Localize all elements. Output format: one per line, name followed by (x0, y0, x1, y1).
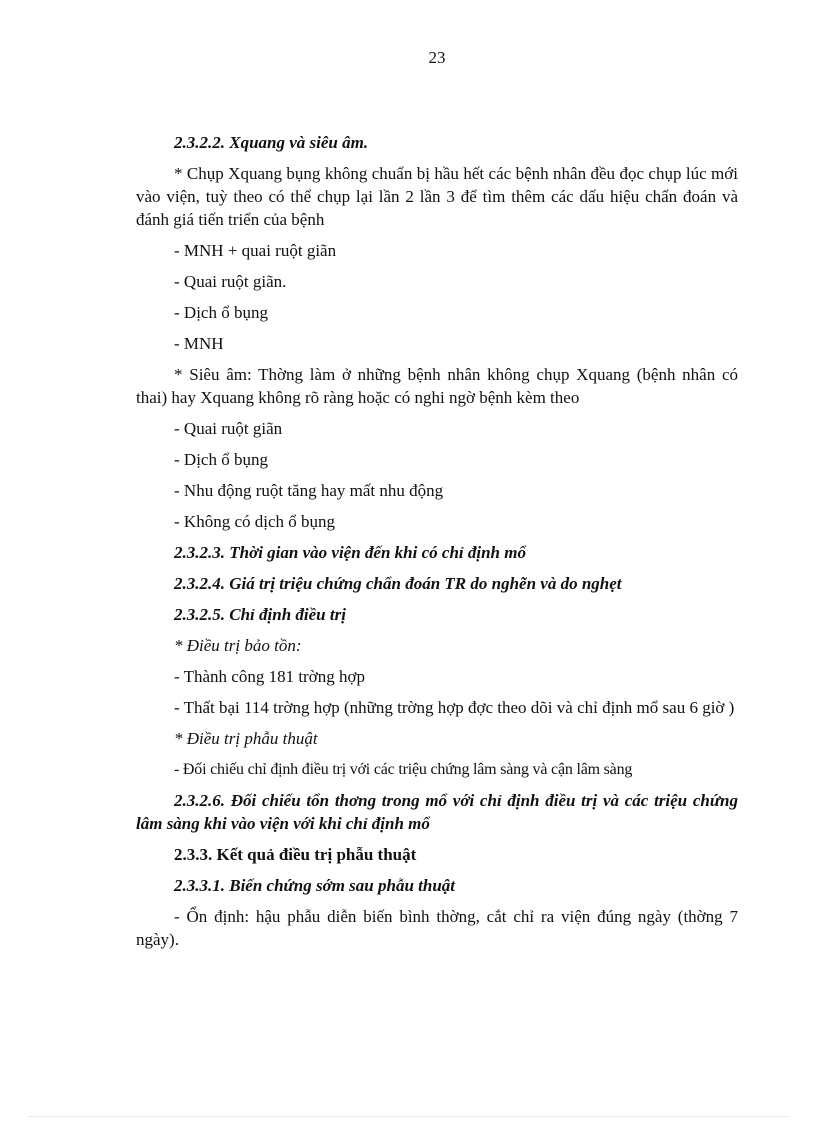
list-item: - Dịch ổ bụng (174, 450, 268, 469)
section-heading-thoi-gian: 2.3.2.3. Thời gian vào viện đến khi có chỉ định mổ (174, 543, 526, 562)
paragraph-sieu-am: * Siêu âm: Thờng làm ở những bệnh nhân không chụp Xquang (bệnh nhân có thai) hay Xquang không rõ ràng hoặc có nghi ngờ bệnh kèm theo (136, 365, 738, 407)
subheading-bao-ton: * Điều trị bảo tồn: (174, 636, 302, 655)
list-item: - Thành công 181 trờng hợp (174, 667, 365, 686)
list-item: - Dịch ổ bụng (174, 303, 268, 322)
list-item: - Đối chiếu chỉ định điều trị với các triệu chứng lâm sàng và cận lâm sàng (174, 761, 633, 778)
section-heading-chi-dinh: 2.3.2.5. Chỉ định điều trị (174, 605, 346, 624)
section-heading-ket-qua: 2.3.3. Kết quả điều trị phẫu thuật (174, 845, 417, 864)
paragraph-on-dinh: - Ổn định: hậu phẫu diễn biến bình thờng, cắt chỉ ra viện đúng ngày (thờng 7 ngày). (136, 907, 738, 949)
page-number: 23 (428, 48, 446, 67)
list-item: - Không có dịch ổ bụng (174, 512, 336, 531)
list-item: - Quai ruột giãn (174, 419, 283, 438)
list-item: - Quai ruột giãn. (174, 272, 287, 291)
page-bottom-divider (28, 1116, 788, 1117)
list-item: - Thất bại 114 trờng hợp (những trờng hợp đợc theo dõi và chỉ định mổ sau 6 giờ ) (174, 698, 735, 717)
section-heading-doi-chieu: 2.3.2.6. Đối chiếu tổn thơng trong mổ với chỉ định điều trị và các triệu chứng lâm sàng khi vào viện với khi chỉ định mổ (136, 791, 738, 833)
document-body (136, 131, 738, 959)
subheading-phau-thuat: * Điều trị phẫu thuật (174, 729, 318, 748)
section-heading-xquang: 2.3.2.2. Xquang và siêu âm. (174, 133, 369, 152)
paragraph-xquang-intro: * Chụp Xquang bụng không chuẩn bị hầu hết các bệnh nhân đều đọc chụp lúc mới vào viện, tuỳ theo có thể chụp lại lần 2 lần 3 để tìm thêm các dấu hiệu chẩn đoán và đánh giá tiến triển của bệnh (136, 164, 738, 229)
list-item: - MNH (174, 334, 224, 353)
section-heading-gia-tri: 2.3.2.4. Giá trị triệu chứng chẩn đoán TR do nghẽn và do nghẹt (174, 574, 622, 593)
list-item: - MNH + quai ruột giãn (174, 241, 337, 260)
list-item: - Nhu động ruột tăng hay mất nhu động (174, 481, 444, 500)
section-heading-bien-chung: 2.3.3.1. Biến chứng sớm sau phẫu thuật (174, 876, 455, 895)
